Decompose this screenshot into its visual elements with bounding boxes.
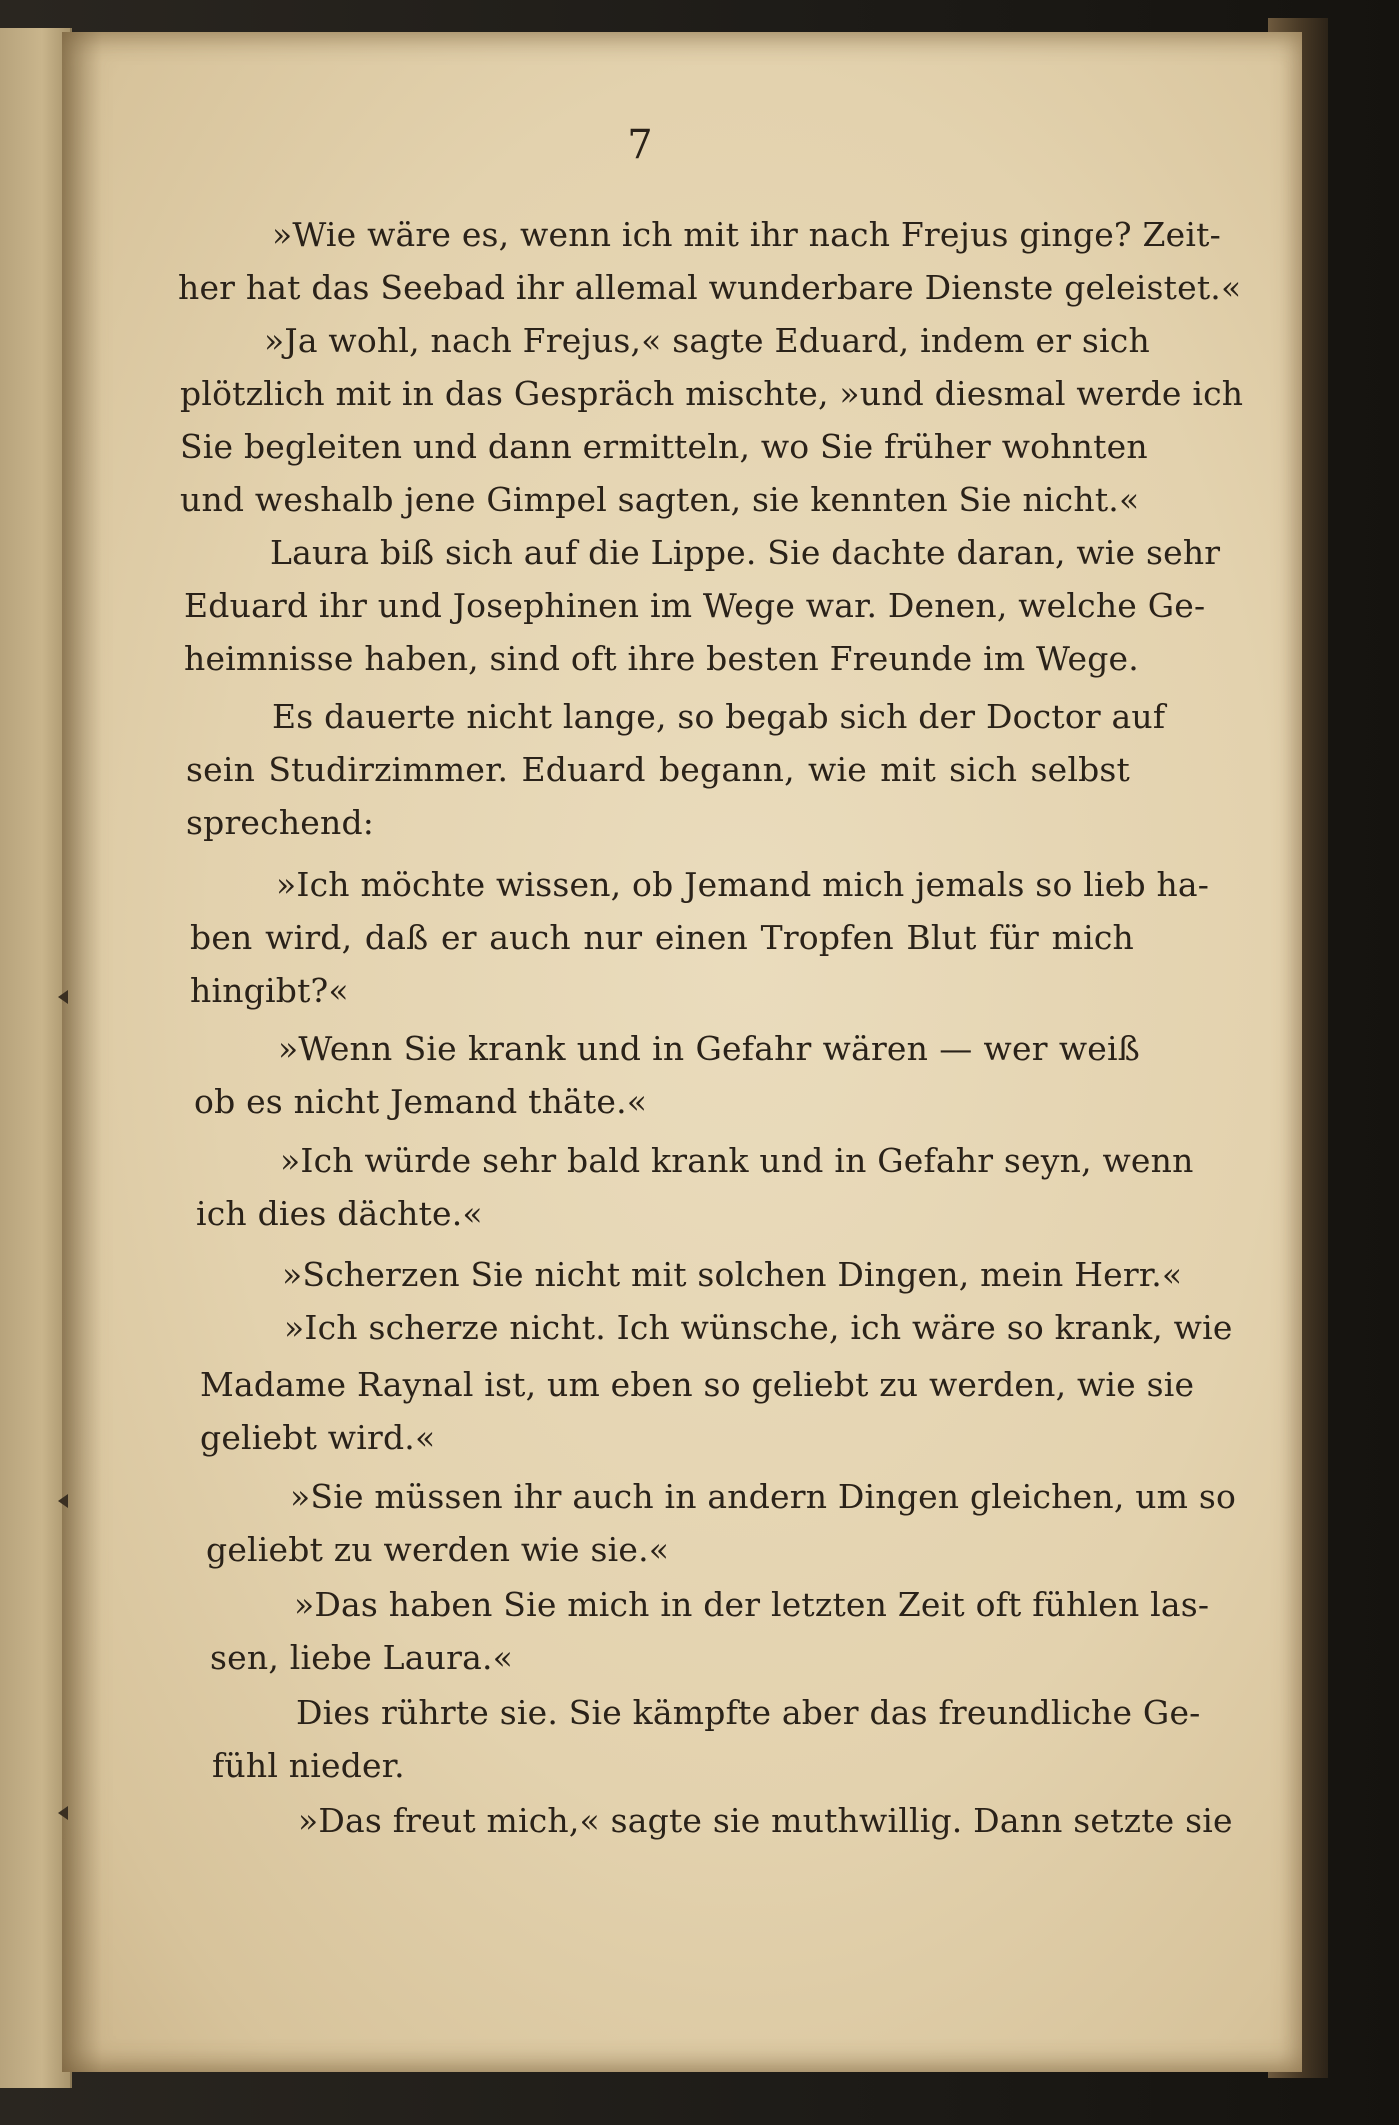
margin-mark-icon: [58, 1806, 68, 1820]
text-line: Sie begleiten und dann ermitteln, wo Sie früher wohnten: [180, 427, 1148, 466]
text-line: ich dies dächte.«: [196, 1194, 483, 1233]
text-line: Laura biß sich auf die Lippe. Sie dachte daran, wie sehr: [270, 533, 1221, 572]
text-line: sein Studirzimmer. Eduard begann, wie mit sich selbst: [186, 750, 1130, 789]
text-line: »Wenn Sie krank und in Gefahr wären — wer weiß: [278, 1029, 1140, 1068]
text-line: ob es nicht Jemand thäte.«: [194, 1082, 648, 1121]
text-line: sen, liebe Laura.«: [210, 1638, 514, 1677]
text-line: sprechend:: [186, 803, 375, 842]
text-line: fühl nieder.: [212, 1746, 405, 1785]
text-line: ben wird, daß er auch nur einen Tropfen Blut für mich: [190, 918, 1134, 957]
page-number: 7: [627, 122, 653, 168]
text-line: »Ja wohl, nach Frejus,« sagte Eduard, indem er sich: [264, 321, 1150, 360]
page-gutter-shadow: [62, 32, 102, 2072]
text-line: heimnisse haben, sind oft ihre besten Freunde im Wege.: [184, 639, 1139, 678]
text-line: Madame Raynal ist, um eben so geliebt zu werden, wie sie: [200, 1365, 1195, 1404]
text-line: »Ich scherze nicht. Ich wünsche, ich wäre so krank, wie: [284, 1308, 1233, 1347]
text-line: und weshalb jene Gimpel sagten, sie kennten Sie nicht.«: [180, 480, 1140, 519]
text-line: geliebt wird.«: [200, 1418, 436, 1457]
text-line: »Ich würde sehr bald krank und in Gefahr seyn, wenn: [280, 1141, 1194, 1180]
margin-mark-icon: [58, 1494, 68, 1508]
text-line: »Sie müssen ihr auch in andern Dingen gleichen, um so: [290, 1477, 1237, 1516]
text-line: »Wie wäre es, wenn ich mit ihr nach Frejus ginge? Zeit-: [272, 215, 1221, 254]
text-line: plötzlich mit in das Gespräch mischte, »und diesmal werde ich: [180, 374, 1244, 413]
text-line: »Das freut mich,« sagte sie muthwillig. Dann setzte sie: [298, 1801, 1233, 1840]
text-line: »Ich möchte wissen, ob Jemand mich jemals so lieb ha-: [276, 865, 1210, 904]
text-line: Eduard ihr und Josephinen im Wege war. Denen, welche Ge-: [184, 586, 1206, 625]
text-line: »Das haben Sie mich in der letzten Zeit oft fühlen las-: [294, 1585, 1210, 1624]
text-line: Dies rührte sie. Sie kämpfte aber das freundliche Ge-: [296, 1693, 1201, 1732]
text-line: geliebt zu werden wie sie.«: [206, 1530, 670, 1569]
text-line: hingibt?«: [190, 971, 349, 1010]
text-line: Es dauerte nicht lange, so begab sich der Doctor auf: [272, 697, 1166, 736]
margin-mark-icon: [58, 990, 68, 1004]
text-line: »Scherzen Sie nicht mit solchen Dingen, mein Herr.«: [282, 1255, 1183, 1294]
text-line: her hat das Seebad ihr allemal wunderbare Dienste geleistet.«: [178, 268, 1242, 307]
